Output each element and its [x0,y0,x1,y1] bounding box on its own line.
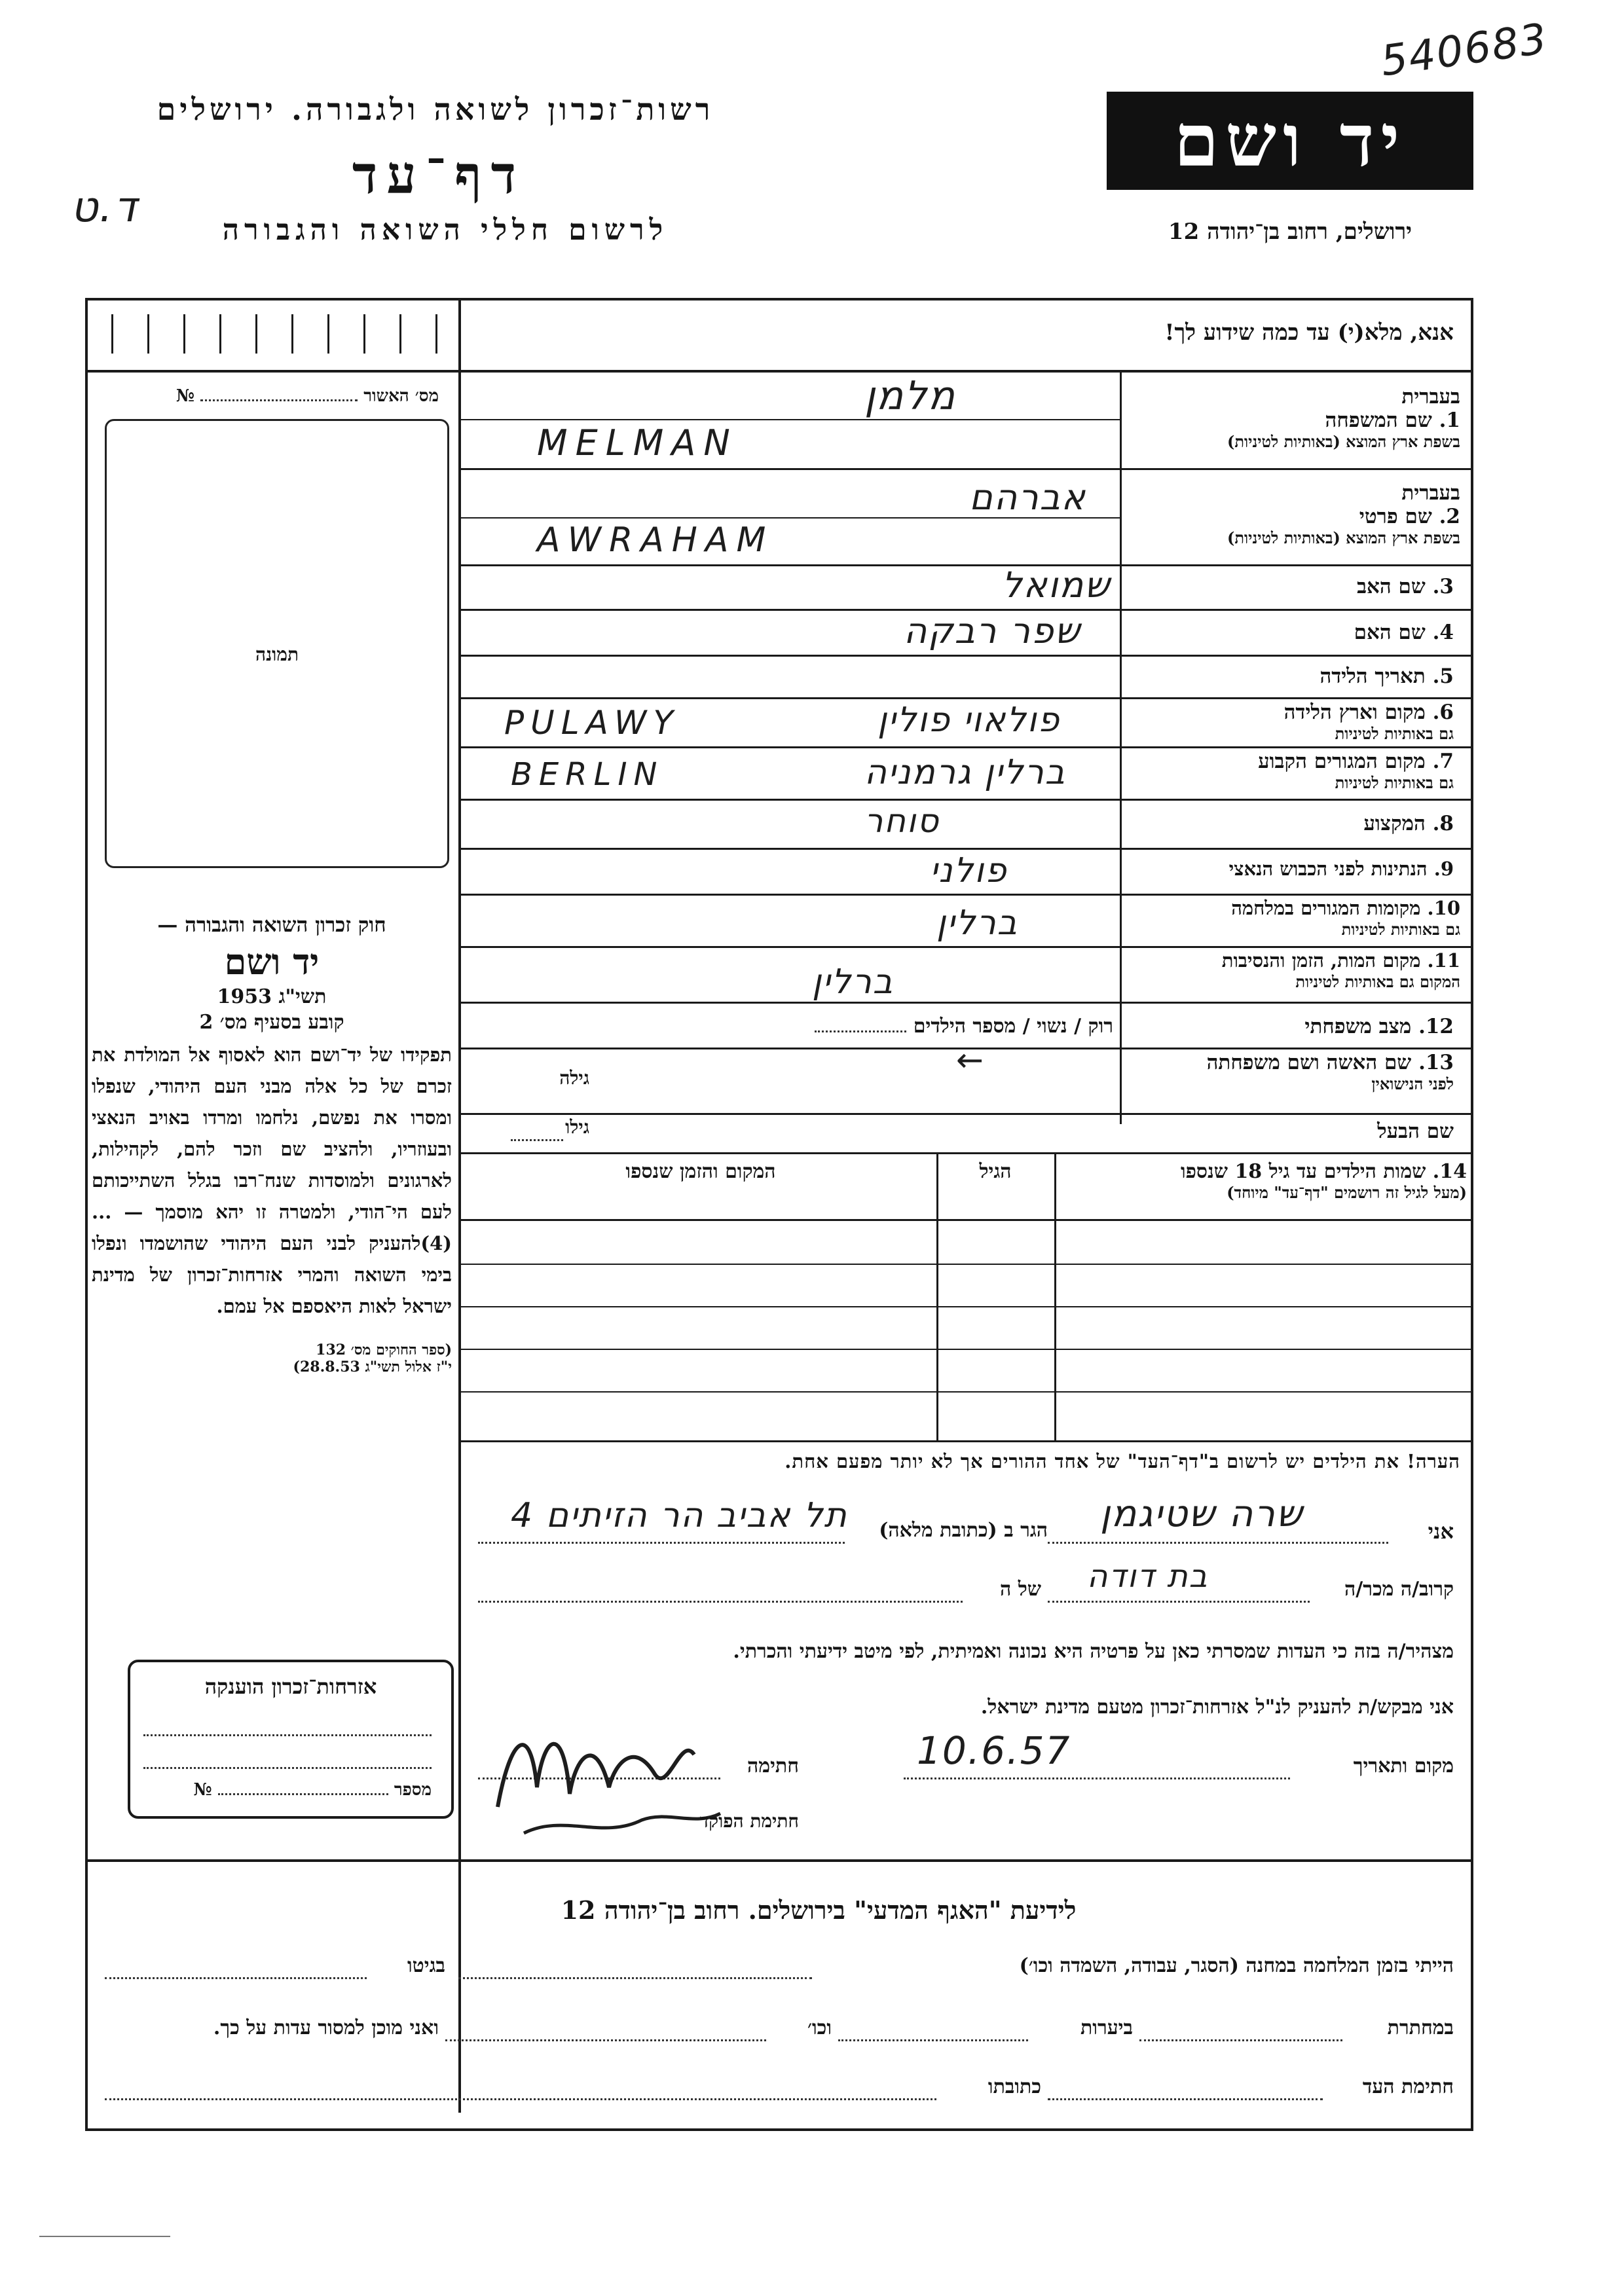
archive-stamp-number: 540683 [1378,14,1551,86]
law-name: יד ושם [224,941,320,983]
residence-value[interactable]: ברלין גרמניה [864,753,1066,792]
law-year: תשי"ג 1953 [217,985,327,1008]
field-nationality-label: הנתינות לפני הכבוש הנאצי [1228,858,1428,880]
field-wife-num: 13. [1418,1051,1454,1074]
declarant-of-label: של ה [1000,1578,1041,1601]
authority-line: רשות־זכרון לשואה ולגבורה. ירושלים [157,92,714,127]
field-father-num: 3. [1432,575,1454,598]
field-profession [1126,812,1454,835]
field-profession-label: המקצוע [1363,812,1426,835]
form-subtitle: לרשום חללי השואה והגבורה [222,213,669,247]
field-death-label: מקום המות, הזמן והנסיבות [1221,949,1421,972]
footer-etc-label: וכו׳ [807,2016,832,2039]
law-clause: קובע בסעיף מס׳ 2 [199,1011,344,1034]
residence-latin-value[interactable]: BERLIN [511,756,664,793]
birth-place-value[interactable]: פולאוי פולין [877,701,1061,740]
field-birth-date-label: תאריך הלידה [1320,665,1426,688]
margin-handwritten-mark: ד.ט [71,183,138,232]
footer-underground-label: במחתרת [1387,2016,1454,2039]
field-mother [1126,621,1454,644]
footer-camp-text: הייתי בזמן המלחמה במחנה (הסגר, עבודה, השמדה וכו׳) [1019,1954,1454,1977]
field-given-name-num: 2. [1439,505,1460,528]
field-given-name [1126,481,1460,548]
law-block [92,913,452,1376]
yad-vashem-logo [1107,92,1473,190]
field-father [1126,575,1454,598]
law-heading: חוק זכרון השואה והגבורה — [157,913,386,937]
field-residence-num: 7. [1432,750,1454,773]
children-note: (מעל לגיל זה רושמים "דף־עד" מיוחד) [1227,1183,1467,1202]
wife-age-label: גילה [559,1067,589,1089]
field-surname-hint: בשפת ארץ המוצא (באותיות לטיניות) [1227,432,1460,451]
law-citation-1: (ספר החוקים מס׳ 132 [316,1341,452,1358]
photo-box [105,419,449,868]
declaration-text: מצהיר/ה בזה כי העדות שמסרתי כאן על פרטיה היא נכונה ואמיתית, לפי מיטב ידיעתי והכרתי. [733,1640,1454,1663]
field-wife [1126,1051,1454,1094]
field-given-name-label: שם פרטי [1359,505,1432,528]
field-marital-status-label: מצב משפחתי [1304,1015,1412,1038]
law-body: תפקידו של יד־ושם הוא לאסוף אל המולדת את זכרם של כל אלה מבני העם היהודי, שנפלו ומסרו את נפשם, נלחמו ומרדו באויב הנאצי ובעוזריו, ולהציב שם וזכר להם, לקהילות, לארגונים ולמוסדות שנח־רבו בגלל השתייכותם לעם הי־הודי, ולמטרה זו יהא מוסמך — ...(4)להעניק לבני העם היהודי שהושמדו ונפלו בימי השואה והמרי אזרחות־זכרון של מדינת ישראל לאות היאספם אל עמם. [92,1044,452,1317]
photo-label: תמונה [255,644,299,665]
footer-title: לידיעת "האגף המדעי" בירושלים. רחוב בן־יהודה 12 [561,1895,1077,1925]
remark: הערה! את הילדים יש לרשום ב"דף־העד" של אחד ההורים אך לא יותר מפעם אחת. [784,1450,1460,1472]
footer-forests-label: ביערות [1080,2016,1133,2039]
certificate-number-symbol: № [193,1780,212,1800]
mother-name-value[interactable]: שפר רבקה [904,610,1081,651]
field-death-num: 11. [1427,949,1460,972]
field-wartime-residence [1126,897,1460,939]
field-surname-lang: בעברית [1401,385,1460,409]
given-name-hebrew-value[interactable]: אברהם [969,477,1086,518]
declarant-relation-label: קרוב/ה מכר/ה [1344,1578,1454,1601]
logo-text: יד ושם [1173,98,1407,183]
field-wife-label: שם האשה ושם משפחתה [1206,1051,1412,1074]
field-given-name-lang: בעברית [1401,481,1460,505]
approval-number-label: מס׳ האשור [363,386,439,406]
place-date-value[interactable]: 10.6.57 [917,1728,1071,1773]
field-residence [1126,750,1454,793]
declarant-address-label: הגר ב (כתובת מלאה) [879,1519,1048,1542]
birth-place-latin-value[interactable]: PULAWY [504,704,680,742]
given-name-latin-value[interactable]: AWRAHAM [537,520,774,560]
husband-age-label: גילו [565,1116,589,1138]
request-text: אני מבקש/ת להעניק לנ"ל אזרחות־זכרון מטעם מדינת ישראל. [980,1696,1454,1719]
field-given-name-hint: בשפת ארץ המוצא (באותיות לטיניות) [1227,528,1460,547]
field-birth-place-hint: גם באותיות לטיניות [1335,724,1454,743]
field-surname-num: 1. [1439,409,1460,432]
footer-address-label: כתובתו [987,2075,1041,2098]
field-marital-status-num: 12. [1418,1015,1454,1038]
address: ירושלים, רחוב בן־יהודה 12 [1168,219,1412,245]
field-birth-date-num: 5. [1432,665,1454,688]
surname-hebrew-value[interactable]: מלמן [864,373,956,419]
law-citation-2: י"ז אלול תשי"ג 28.8.53) [293,1358,452,1376]
field-surname [1126,385,1460,452]
certificate-title: אזרחות־זכרון הוענקה [204,1674,377,1699]
field-birth-place [1126,701,1454,744]
children-age-header: הגיל [979,1160,1012,1183]
field-surname-label: שם המשפחה [1325,409,1432,432]
children-num: 14. [1432,1160,1467,1183]
footer-willing-text: ואני מוכן למסור עדות על כך. [213,2016,439,2039]
father-name-value[interactable]: שמואל [1002,564,1111,606]
declarant-name-value[interactable]: שרה שטיגמן [1100,1493,1304,1535]
footer-witness-signature-label: חתימת העד [1362,2075,1454,2098]
footer-ghetto-label: בגיטו [407,1954,445,1977]
children-header [1061,1160,1467,1203]
field-residence-label: מקום המגורים הקבוע [1258,750,1426,773]
field-marital-status [1126,1015,1454,1038]
field-wartime-residence-num: 10. [1427,897,1460,919]
form-instruction: אנא, מלא(י) עד כמה שידוע לך! [1164,319,1454,346]
certificate-box [128,1660,454,1819]
children-title: שמות הילדים עד גיל 18 שנספו [1180,1160,1426,1183]
marital-status-options-text: רוק / נשוי / מספר הילדים [913,1015,1113,1038]
children-place-header: המקום והזמן שנספו [625,1160,776,1183]
field-birth-place-label: מקום וארץ הלידה [1283,701,1426,724]
declarant-address-value[interactable]: תל אביב הר הזיתים 4 [511,1496,848,1535]
nationality-value[interactable]: פולני [930,851,1008,890]
field-death-hint: המקום גם באותיות לטיניות [1295,972,1460,991]
field-profession-num: 8. [1432,812,1454,835]
certificate-number [143,1780,432,1800]
field-wartime-residence-hint: גם באותיות לטיניות [1341,920,1460,939]
field-birth-place-num: 6. [1432,701,1454,724]
field-birth-date [1126,665,1454,688]
field-nationality [1126,858,1454,881]
profession-value[interactable]: סוחר [864,802,940,840]
field-wife-hint: לפני הנישואין [1371,1074,1454,1093]
death-value[interactable]: ברלין [812,962,894,1002]
field-husband-label: שם הבעל [1377,1120,1454,1143]
signature-label: חתימה [747,1755,799,1777]
field-mother-num: 4. [1432,621,1454,644]
place-date-label: מקום ותאריך [1353,1755,1454,1777]
form-title: דף־עד [352,144,526,206]
field-residence-hint: גם באותיות לטיניות [1335,773,1454,792]
field-wartime-residence-label: מקומות המגורים במלחמה [1231,897,1421,919]
declarant-i-label: אני [1428,1519,1454,1544]
field-mother-label: שם האם [1354,621,1426,644]
field-nationality-num: 9. [1433,858,1454,880]
approval-number-symbol: № [175,386,195,406]
officer-signature-label: חתימת הפוקד [699,1810,799,1832]
declarant-relation-value[interactable]: בת דודה [1087,1558,1209,1595]
surname-latin-value[interactable]: MELMAN [537,422,738,464]
wartime-residence-value[interactable]: ברלין [936,903,1018,943]
certificate-number-label: מספר [394,1780,432,1800]
approval-number [111,386,439,406]
field-death [1126,949,1460,992]
marital-status-options[interactable] [707,1015,1113,1038]
field-father-label: שם האב [1357,575,1426,598]
tally-marks [111,314,445,360]
wife-arrow-mark: ← [956,1041,985,1079]
